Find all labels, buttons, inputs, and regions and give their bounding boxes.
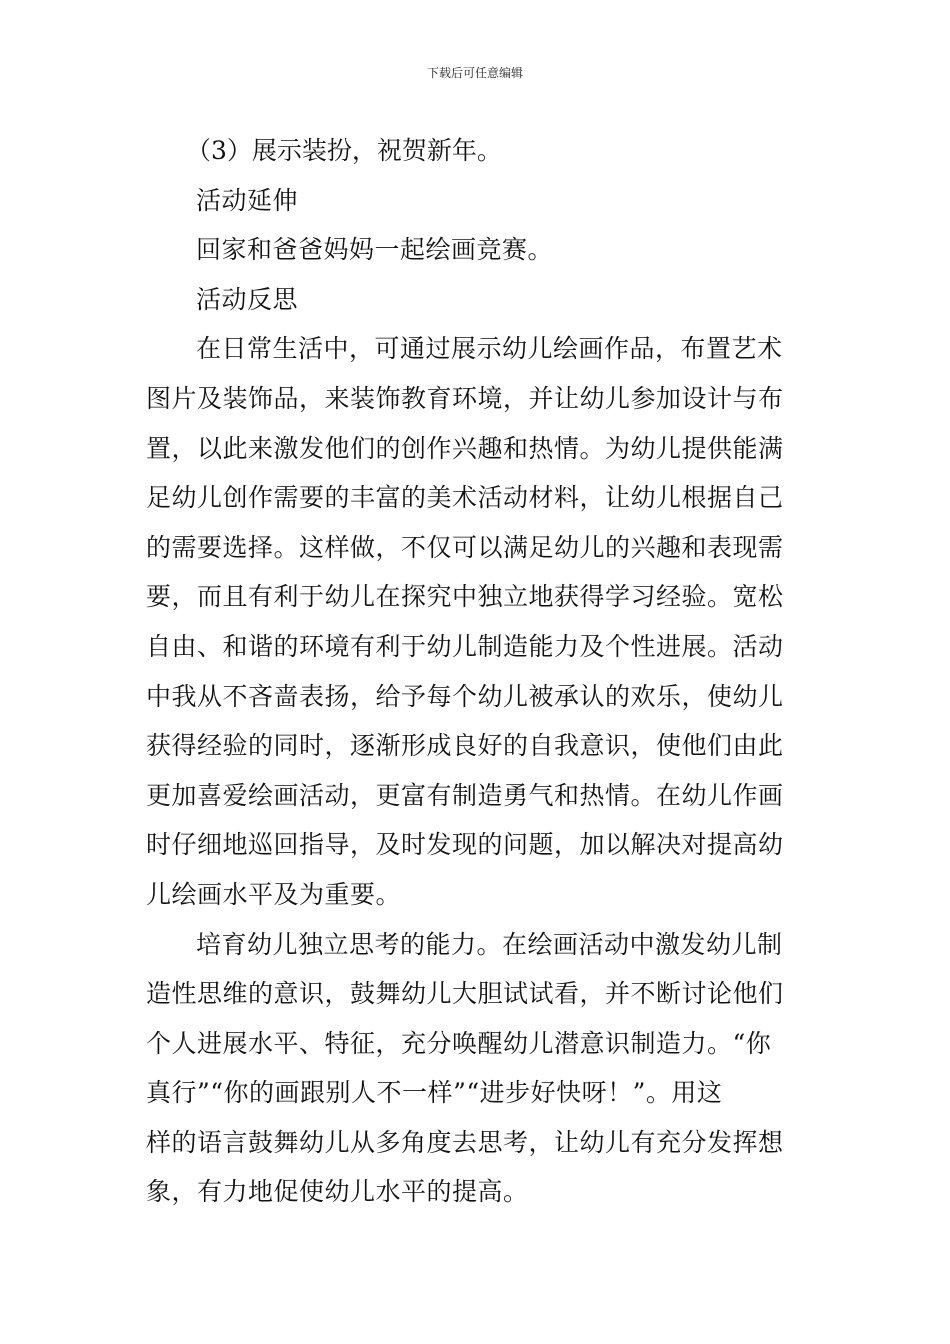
page-header: 下载后可任意编辑 <box>426 66 523 80</box>
paragraph-1-line: 要，而且有利于幼儿在探究中独立地获得学习经验。宽松 <box>146 582 784 612</box>
paragraph-1-line: 更加喜爱绘画活动，更富有制造勇气和热情。在幼儿作画 <box>146 780 784 810</box>
paragraph-1-line: 足幼儿创作需要的丰富的美术活动材料，让幼儿根据自己 <box>146 483 784 513</box>
paragraph-1-line: 自由、和谐的环境有利于幼儿制造能力及个性进展。活动 <box>146 631 784 661</box>
heading-activity-reflection: 活动反思 <box>196 284 299 314</box>
paragraph-2-line: 培育幼儿独立思考的能力。在绘画活动中激发幼儿制 <box>196 929 783 959</box>
paragraph-1-line: 的需要选择。这样做，不仅可以满足幼儿的兴趣和表现需 <box>146 532 784 562</box>
paragraph-1-line: 儿绘画水平及为重要。 <box>146 879 402 909</box>
paragraph-2-line: 象，有力地促使幼儿水平的提高。 <box>146 1177 529 1207</box>
step-3-line: （3）展示装扮，祝贺新年。 <box>186 136 502 165</box>
extension-text: 回家和爸爸妈妈一起绘画竞赛。 <box>196 235 554 265</box>
paragraph-1-line: 置，以此来激发他们的创作兴趣和热情。为幼儿提供能满 <box>146 433 784 463</box>
paragraph-1-line: 时仔细地巡回指导，及时发现的问题，加以解决对提高幼 <box>146 830 784 860</box>
paragraph-2-line: 造性思维的意识，鼓舞幼儿大胆试试看，并不断讨论他们 <box>146 979 784 1009</box>
paragraph-1-line: 中我从不吝啬表扬，给予每个幼儿被承认的欢乐，使幼儿 <box>146 681 784 711</box>
paragraph-2-line: 真行”“你的画跟别人不一样”“进步好快呀！”。用这 <box>146 1078 723 1108</box>
paragraph-1-line: 图片及装饰品，来装饰教育环境，并让幼儿参加设计与布 <box>146 383 784 413</box>
paragraph-2-line: 个人进展水平、特征，充分唤醒幼儿潜意识制造力。“你 <box>146 1028 772 1058</box>
heading-activity-extension: 活动延伸 <box>196 185 299 215</box>
paragraph-2-line: 样的语言鼓舞幼儿从多角度去思考，让幼儿有充分发挥想 <box>146 1127 784 1157</box>
paragraph-1-line: 获得经验的同时，逐渐形成良好的自我意识，使他们由此 <box>146 731 784 761</box>
paragraph-1-line: 在日常生活中，可通过展示幼儿绘画作品，布置艺术 <box>196 334 783 364</box>
document-body <box>146 126 808 1217</box>
